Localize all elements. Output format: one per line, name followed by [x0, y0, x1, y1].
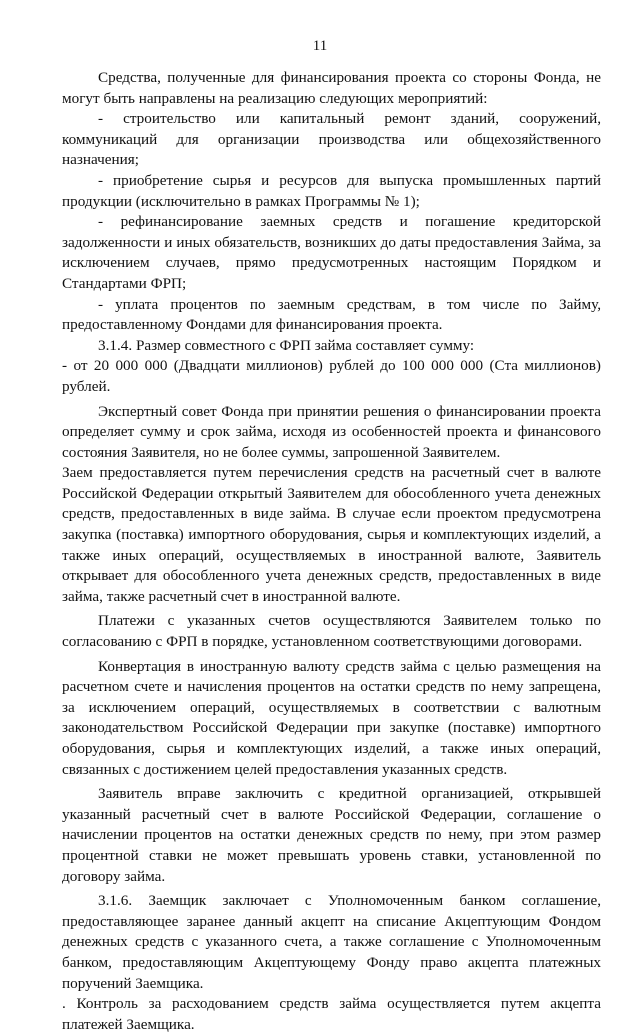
paragraph-expert-council: Экспертный совет Фонда при принятии решения о финансировании проекта определяет сумму и срок займа, исходя из особенностей проекта и финансового состояния Заявителя, но не более суммы, запрошенной Заявителем.	[62, 402, 601, 461]
paragraph-payments-approval: Платежи с указанных счетов осуществляются Заявителем только по согласованию с ФРП в порядке, установленном соответствующими договорами.	[62, 612, 601, 651]
paragraph-restrictions-intro: Средства, полученные для финансирования проекта со стороны Фонда, не могут быть направлены на реализацию следующих мероприятий:	[62, 69, 601, 107]
paragraph-3-1-6-bank-agreement: 3.1.6. Заемщик заключает с Уполномоченным банком соглашение, предоставляющее заранее данный акцепт на списание Акцептующим Фондом денежных средств с указанного счета, а также соглашение с Уполномоченным банком, предоставляющим Акцептующему Фонду право акцепта платежных поручений Заемщика.	[62, 892, 601, 992]
paragraph-spending-control: . Контроль за расходованием средств займа осуществляется путем акцепта платежей Заемщика.	[62, 995, 601, 1033]
paragraph-loan-disbursement: Заем предоставляется путем перечисления средств на расчетный счет в валюте Российской Федерации открытый Заявителем для обособленного учета денежных средств, предоставленных в виде займа. В случае если проектом предусмотрена закупка (поставка) импортного оборудования, сырья и комплектующих изделий, а также иных операций, осуществляемых в иностранной валюте, Заявитель открывает для обособленного учета денежных средств, предоставленных в виде займа, также расчетный счет в иностранной валюте.	[62, 464, 601, 605]
page-number: 11	[312, 38, 328, 54]
document-body	[62, 68, 601, 1035]
paragraph-interest-agreement: Заявитель вправе заключить с кредитной организацией, открывшей указанный расчетный счет в валюте Российской Федерации, соглашение о начислении процентов на остатки денежных средств по нему, при этом размер процентной ставки не может превышать уровень ставки, установленной по договору займа.	[62, 785, 601, 885]
paragraph-refinancing: - рефинансирование заемных средств и погашение кредиторской задолженности и иных обязательств, возникших до даты предоставления Займа, за исключением случаев, прямо предусмотренных настоящим Порядком и Стандартами ФРП;	[62, 213, 601, 292]
paragraph-construction: - строительство или капитальный ремонт зданий, сооружений, коммуникаций для организации производства или общехозяйственного назначения;	[62, 110, 601, 169]
paragraph-currency-conversion: Конвертация в иностранную валюту средств займа с целью размещения на расчетном счете и начисления процентов на остатки средств по нему запрещена, за исключением операций, осуществляемых в соответствии с валютным законодательством Российской Федерации при закупке (поставке) импортного оборудования, сырья и комплектующих изделий, а также иных операций, связанных с достижением целей предоставления указанных средств.	[62, 657, 601, 778]
paragraph-interest-payment: - уплата процентов по заемным средствам, в том числе по Займу, предоставленному Фондами для финансирования проекта.	[62, 295, 601, 334]
paragraph-loan-amount: - от 20 000 000 (Двадцати миллионов) рублей до 100 000 000 (Ста миллионов) рублей.	[62, 357, 601, 395]
paragraph-raw-materials: - приобретение сырья и ресурсов для выпуска промышленных партий продукции (исключительно в рамках Программы № 1);	[62, 171, 601, 210]
paragraph-3-1-4-heading: 3.1.4. Размер совместного с ФРП займа составляет сумму:	[98, 336, 475, 354]
